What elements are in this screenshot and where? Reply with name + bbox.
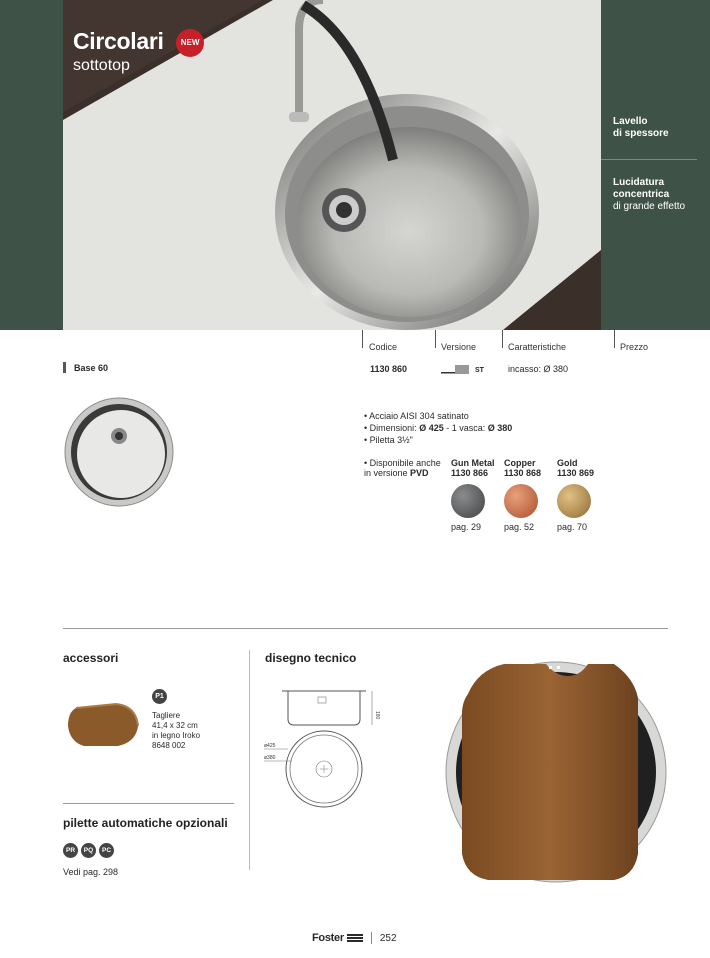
pvd-code: 1130 866 — [451, 468, 489, 478]
pvd-page-link[interactable]: pag. 52 — [504, 522, 535, 532]
header-versione: Versione — [441, 342, 477, 352]
column-separator — [614, 330, 615, 348]
pilette-badge-pq: PQ — [81, 843, 96, 858]
pvd-note-text: Disponibile anche in versione — [364, 458, 441, 478]
version-symbol — [441, 362, 493, 374]
sink-thumbnail — [63, 396, 175, 508]
spec-drain: • Piletta 3½" — [364, 434, 512, 446]
pvd-name: Gold — [557, 458, 578, 468]
row-label-text: Base 60 — [74, 362, 109, 373]
pvd-gunmetal — [451, 458, 495, 478]
specs-list — [364, 410, 512, 446]
technical-drawing — [262, 685, 392, 835]
page-footer — [312, 932, 397, 944]
pvd-name: Gun Metal — [451, 458, 495, 468]
brand-stripes-icon — [347, 934, 363, 942]
row-caratteristiche: incasso: Ø 380 — [508, 364, 569, 374]
section-divider — [63, 628, 668, 629]
spec-dim-mid: - 1 vasca: — [443, 423, 488, 433]
feature-1-line1: Lavello — [613, 116, 648, 127]
spec-material: • Acciaio AISI 304 satinato — [364, 410, 512, 422]
spec-dim-outer: Ø 425 — [419, 423, 444, 433]
spec-dim-prefix: Dimensioni: — [369, 423, 420, 433]
pvd-note-bold: PVD — [410, 468, 429, 478]
feature-2-line2: concentrica — [613, 189, 670, 200]
brand-logo: Foster — [312, 932, 344, 944]
feature-divider — [601, 159, 697, 160]
row-label — [63, 362, 108, 373]
accessori-divider — [63, 803, 234, 804]
height-dim: 180 — [374, 711, 380, 720]
feature-2 — [613, 177, 685, 213]
pvd-page-link[interactable]: pag. 70 — [557, 522, 588, 532]
p1-badge: P1 — [152, 689, 167, 704]
pilette-reference[interactable]: Vedi pag. 298 — [63, 867, 119, 877]
pilette-badges — [63, 843, 114, 858]
cutting-board-image — [66, 702, 140, 748]
product-title: Circolari — [73, 28, 164, 54]
pvd-page-link[interactable]: pag. 29 — [451, 522, 482, 532]
spec-dimensions — [364, 422, 512, 434]
tagliere-description — [152, 711, 200, 751]
spec-dim-inner: Ø 380 — [487, 423, 513, 433]
header-prezzo: Prezzo — [620, 342, 649, 352]
inner-dim: ø380 — [264, 755, 276, 761]
page-number: 252 — [379, 932, 397, 944]
pvd-code: 1130 868 — [504, 468, 542, 478]
swatch-copper — [504, 484, 538, 518]
pilette-badge-pr: PR — [63, 843, 78, 858]
feature-1-line2: di spessore — [613, 128, 669, 139]
footer-separator — [371, 932, 372, 944]
new-badge: NEW — [176, 29, 204, 57]
tagliere-line: in legno Iroko — [152, 731, 201, 740]
product-subtitle: sottotop — [73, 57, 130, 74]
feature-2-line3: di grande effetto — [613, 201, 686, 212]
tagliere-line: 8648 002 — [152, 741, 186, 750]
pvd-name: Copper — [504, 458, 536, 468]
column-separator — [502, 330, 503, 348]
pilette-title: pilette automatiche opzionali — [63, 816, 228, 830]
pvd-code: 1130 869 — [557, 468, 595, 478]
version-code: ST — [475, 367, 484, 374]
tagliere-line: 41,4 x 32 cm — [152, 721, 198, 730]
swatch-gold — [557, 484, 591, 518]
pvd-gold — [557, 458, 594, 478]
header-caratteristiche: Caratteristiche — [508, 342, 567, 352]
pilette-badge-pc: PC — [99, 843, 114, 858]
vertical-divider — [249, 650, 250, 870]
column-separator — [362, 330, 363, 348]
tagliere-line: Tagliere — [152, 711, 181, 720]
pvd-copper — [504, 458, 541, 478]
feature-1 — [613, 116, 669, 140]
pvd-note: • Disponibile anche in versione PVD — [364, 458, 441, 478]
column-separator — [435, 330, 436, 348]
header-codice: Codice — [369, 342, 398, 352]
hero-title — [73, 28, 204, 75]
outer-dim: ø425 — [264, 743, 276, 749]
disegno-title: disegno tecnico — [265, 651, 357, 665]
feature-2-line1: Lucidatura — [613, 177, 665, 188]
swatch-gunmetal — [451, 484, 485, 518]
row-codice: 1130 860 — [370, 364, 408, 374]
row-marker — [63, 362, 66, 373]
sink-with-board-image — [438, 654, 670, 886]
accessori-title: accessori — [63, 651, 119, 665]
